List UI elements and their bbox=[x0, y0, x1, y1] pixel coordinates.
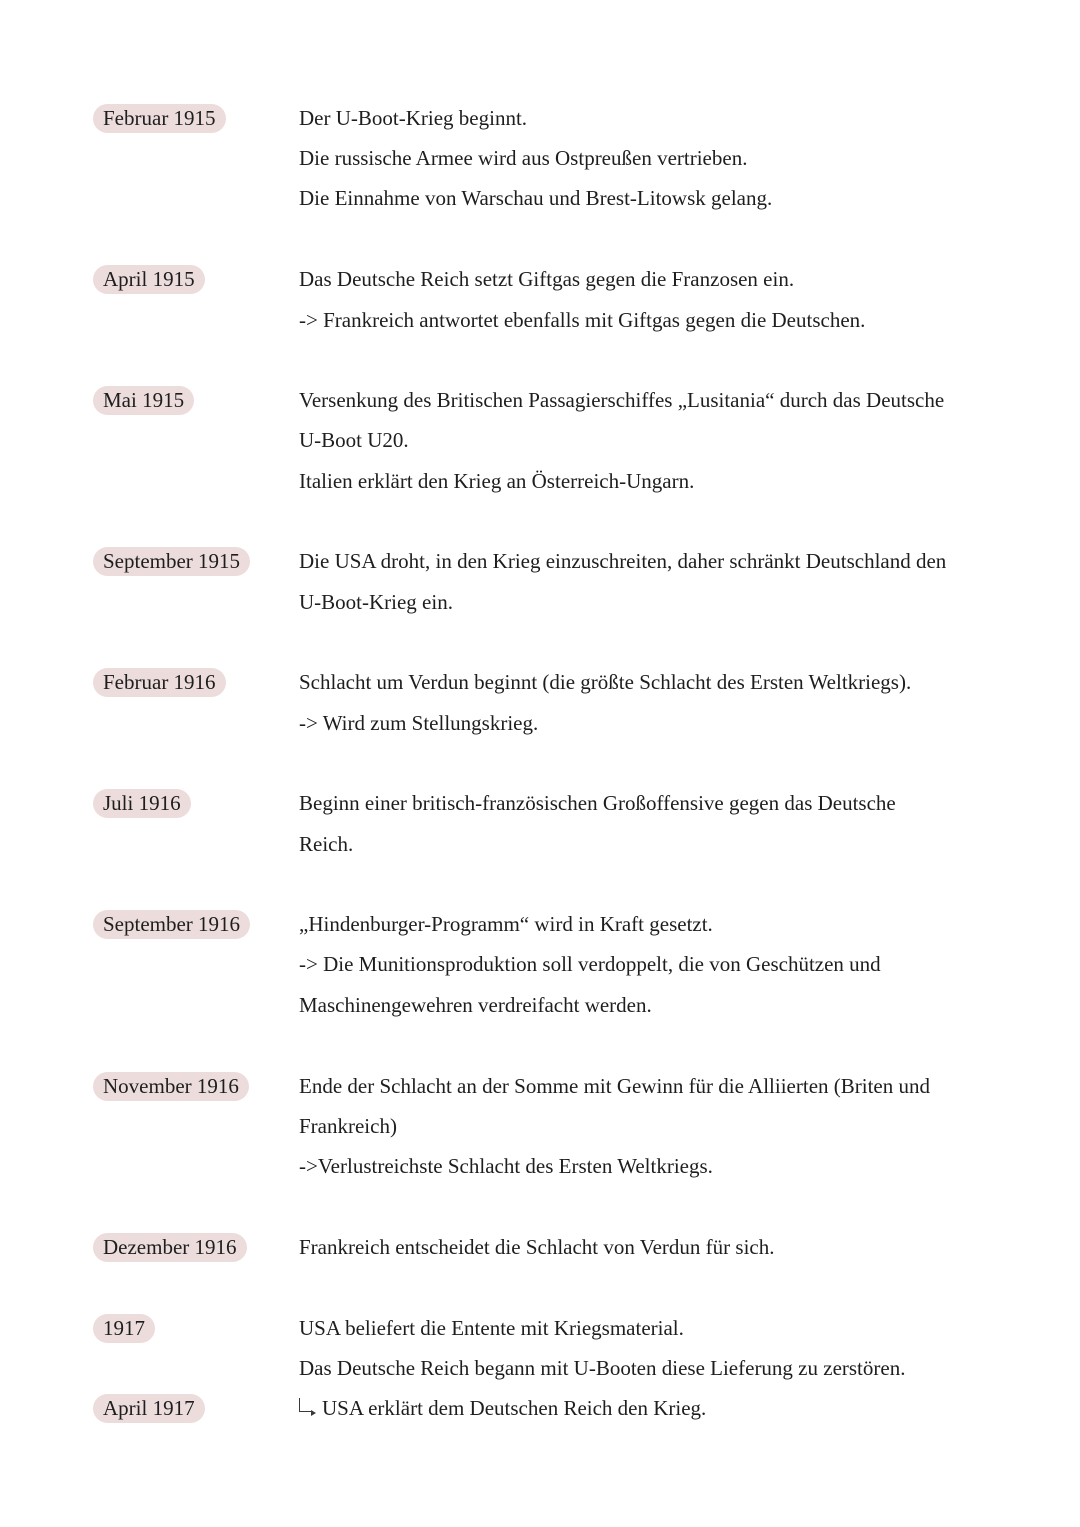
arrow-return-icon bbox=[299, 1398, 313, 1412]
event-text: „Hindenburger-Programm“ wird in Kraft gesetzt. bbox=[299, 912, 713, 936]
date-label: April 1917 bbox=[93, 1394, 205, 1423]
event-text: Die russische Armee wird aus Ostpreußen vertrieben. bbox=[299, 146, 748, 170]
date-label: April 1915 bbox=[93, 265, 205, 294]
event-text: Die USA droht, in den Krieg einzuschreiten, daher schränkt Deutschland den bbox=[299, 549, 947, 573]
date-label: September 1916 bbox=[93, 910, 250, 939]
event-line bbox=[299, 1394, 706, 1422]
event-text: Frankreich) bbox=[299, 1114, 397, 1138]
event-text: Schlacht um Verdun beginnt (die größte Schlacht des Ersten Weltkriegs). bbox=[299, 670, 912, 694]
date-label: 1917 bbox=[93, 1314, 155, 1343]
event-text: -> Wird zum Stellungskrieg. bbox=[299, 711, 539, 735]
date-label: Dezember 1916 bbox=[93, 1233, 247, 1262]
date-label: November 1916 bbox=[93, 1072, 249, 1101]
event-text: Die Einnahme von Warschau und Brest-Litowsk gelang. bbox=[299, 186, 773, 210]
event-text: U-Boot U20. bbox=[299, 428, 409, 452]
event-text: Reich. bbox=[299, 832, 354, 856]
event-text: USA erklärt dem Deutschen Reich den Krieg. bbox=[322, 1396, 707, 1420]
event-text: Das Deutsche Reich begann mit U-Booten diese Lieferung zu zerstören. bbox=[299, 1356, 906, 1380]
event-text: U-Boot-Krieg ein. bbox=[299, 590, 453, 614]
event-text: Versenkung des Britischen Passagierschiffes „Lusitania“ durch das Deutsche bbox=[299, 388, 945, 412]
date-label: Juli 1916 bbox=[93, 789, 191, 818]
event-text: Frankreich entscheidet die Schlacht von Verdun für sich. bbox=[299, 1235, 775, 1259]
event-text: -> Frankreich antwortet ebenfalls mit Giftgas gegen die Deutschen. bbox=[299, 308, 866, 332]
event-text: Der U-Boot-Krieg beginnt. bbox=[299, 106, 528, 130]
event-text: -> Die Munitionsproduktion soll verdoppelt, die von Geschützen und bbox=[299, 952, 881, 976]
date-label: Februar 1916 bbox=[93, 668, 226, 697]
event-text: ->Verlustreichste Schlacht des Ersten Weltkriegs. bbox=[299, 1154, 713, 1178]
event-text: Beginn einer britisch-französischen Großoffensive gegen das Deutsche bbox=[299, 791, 896, 815]
event-text: Ende der Schlacht an der Somme mit Gewinn für die Alliierten (Briten und bbox=[299, 1074, 931, 1098]
event-text: Maschinengewehren verdreifacht werden. bbox=[299, 993, 652, 1017]
date-label: September 1915 bbox=[93, 547, 250, 576]
event-text: Italien erklärt den Krieg an Österreich-Ungarn. bbox=[299, 469, 695, 493]
date-label: Mai 1915 bbox=[93, 386, 194, 415]
date-label: Februar 1915 bbox=[93, 104, 226, 133]
event-text: Das Deutsche Reich setzt Giftgas gegen die Franzosen ein. bbox=[299, 267, 795, 291]
event-text: USA beliefert die Entente mit Kriegsmaterial. bbox=[299, 1316, 684, 1340]
